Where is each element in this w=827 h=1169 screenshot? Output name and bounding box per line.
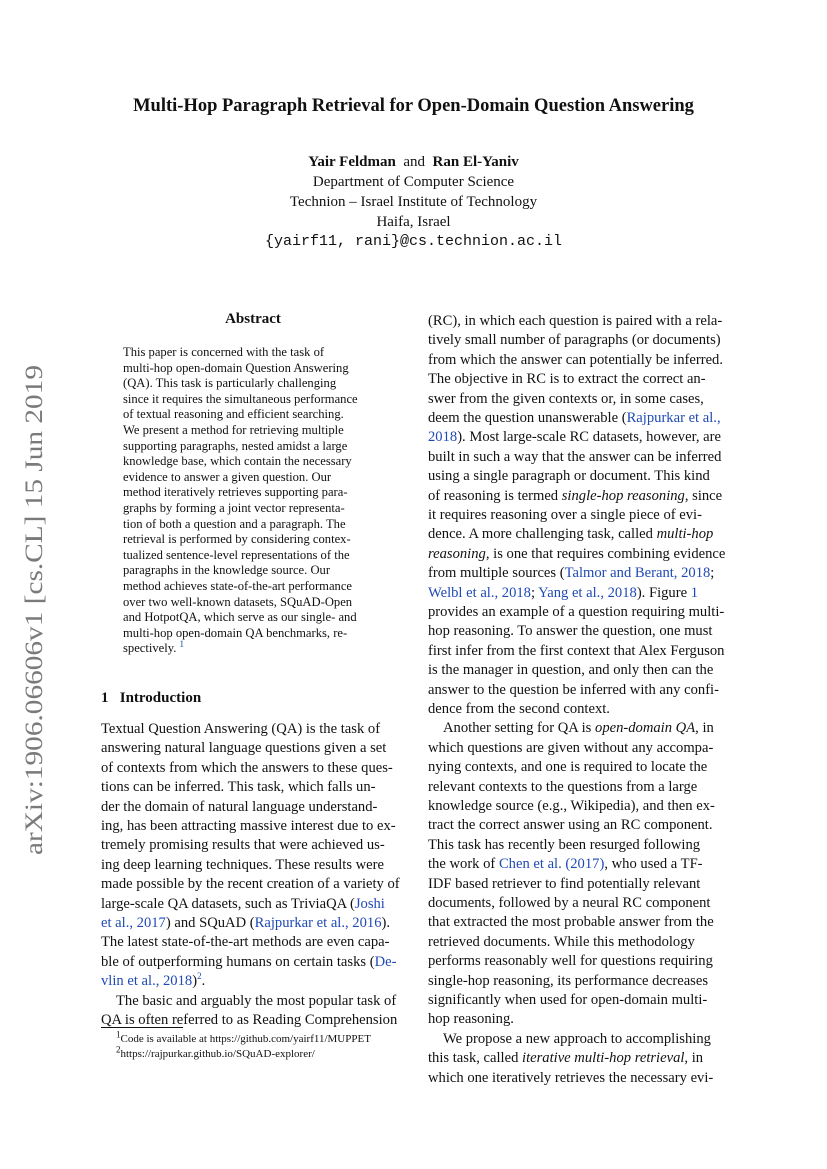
body-line: relevant contexts to the questions from a large (428, 778, 698, 795)
body-line: Textual Question Answering (QA) is the task of (101, 721, 381, 737)
body-line (428, 1049, 703, 1068)
body-text: , is one that requires combining evidence (485, 545, 726, 562)
author-location: Haifa, Israel (376, 214, 451, 230)
body-line: answer to the question be inferred with any confi- (428, 681, 719, 698)
body-text: , since (684, 487, 723, 504)
body-line: ing, has been attracting massive interest due to ex- (101, 818, 396, 834)
emphasis-reasoning: reasoning (428, 545, 486, 562)
body-line: This task has recently been resurged following (428, 836, 701, 853)
abstract-heading: Abstract (225, 311, 281, 327)
body-line: performs reasonably well for questions requiring (428, 953, 713, 970)
body-text: Another setting for QA is (443, 720, 596, 737)
body-line: ing deep learning techniques. These results were (101, 856, 384, 873)
arxiv-stamp (6, 365, 54, 855)
body-text: from multiple sources ( (428, 565, 565, 582)
abstract-line: since it requires the simultaneous performance (123, 391, 358, 406)
body-line: der the domain of natural language understand- (101, 798, 378, 815)
body-line: tions can be inferred. This task, which falls un- (101, 779, 376, 796)
abstract-line: over two well-known datasets, SQuAD-Open (123, 594, 353, 609)
arxiv-stamp-text: arXiv:1906.06606v1 [cs.CL] 15 Jun 2019 (19, 428, 48, 855)
body-line (428, 564, 714, 583)
citation-talmor[interactable]: Talmor and Berant, 2018 (564, 565, 711, 582)
paper-title: Multi-Hop Paragraph Retrieval for Open-Domain Question Answering (133, 96, 694, 116)
body-text: , in (695, 720, 714, 737)
abstract-line: (QA). This task is particularly challenging (123, 376, 337, 391)
body-text: , in (684, 1050, 704, 1067)
abstract-line: paragraphs in the knowledge source. Our (123, 563, 331, 578)
figure-ref-1[interactable]: 1 (690, 584, 699, 601)
body-line: documents, followed by a neural RC component (428, 895, 711, 911)
body-line: tract the correct answer using an RC component. (428, 817, 713, 834)
body-line: dence from the second context. (428, 701, 610, 717)
footnote-1-mark: 1 (116, 1029, 121, 1040)
citation-devlin[interactable]: De- (374, 953, 397, 970)
citation-yang[interactable]: Yang et al., 2018 (538, 584, 637, 601)
citation-joshi[interactable]: Joshi (354, 895, 385, 912)
author-names (0, 152, 827, 172)
footnote-rule (101, 1027, 183, 1028)
body-line: The basic and arguably the most popular task of (116, 992, 397, 1009)
abstract-line (123, 641, 184, 657)
body-line: hop reasoning. To answer the question, one must (428, 623, 713, 640)
body-line (443, 719, 714, 738)
body-line: answering natural language questions given a set (101, 740, 387, 757)
body-line: significantly when used for open-domain multi- (428, 992, 708, 1008)
body-line: (RC), in which each question is paired with a rela- (428, 313, 723, 329)
abstract-line: knowledge base, which contain the necessary (123, 454, 352, 469)
body-text: ble of outperforming humans on certain tasks ( (101, 953, 375, 970)
abstract-line-text: spectively. (123, 641, 177, 656)
body-text: the work of (428, 856, 499, 873)
footnote-1 (116, 1029, 371, 1046)
footnote-2-text[interactable]: https://rajpurkar.github.io/SQuAD-explorer/ (120, 1048, 315, 1060)
body-line: provides an example of a question requiring multi- (428, 604, 725, 620)
body-line: nying contexts, and one is required to locate the (428, 759, 708, 776)
body-line: is the manager in question, and only then can the (428, 662, 714, 679)
author-department: Department of Computer Science (312, 174, 515, 190)
body-line: using a single paragraph or document. This kind (428, 468, 710, 485)
emphasis-single-hop: single-hop reasoning (561, 487, 685, 504)
body-text: ). Most large-scale RC datasets, however, are (457, 429, 721, 446)
citation-rajpurkar-2016[interactable]: Rajpurkar et al., 2016 (254, 915, 382, 931)
body-line (101, 895, 385, 914)
abstract-line: evidence to answer a given question. Our (123, 469, 332, 484)
section-title: Introduction (119, 690, 202, 706)
body-line (428, 409, 721, 428)
section-number: 1 (101, 690, 109, 706)
body-line: it requires reasoning over a single piece of evi- (428, 507, 702, 523)
citation-rajpurkar-2018[interactable]: Rajpurkar et al., (626, 410, 721, 426)
emphasis-iterative-retrieval: iterative multi-hop retrieval (522, 1050, 685, 1067)
abstract-line: multi-hop open-domain Question Answering (123, 360, 349, 375)
citation-chen[interactable]: Chen et al. (2017) (498, 856, 605, 873)
body-line (428, 525, 713, 544)
author-email: {yairf11, rani}@cs.technion.ac.il (264, 233, 563, 250)
author-and: and (403, 154, 426, 170)
footnote-2 (116, 1044, 315, 1061)
body-line: hop reasoning. (428, 1011, 514, 1028)
abstract-line: multi-hop open-domain QA benchmarks, re- (123, 625, 348, 640)
abstract-line: method iteratively retrieves supporting para- (123, 485, 348, 500)
body-line: that extracted the most probable answer from the (428, 914, 714, 931)
footnote-ref-2[interactable]: 2 (197, 971, 202, 982)
body-text: dence. A more challenging task, called (428, 526, 657, 543)
abstract-line: of textual reasoning and efficient searching. (123, 407, 344, 422)
body-line: first infer from the first context that Alex Ferguson (428, 642, 725, 659)
abstract-line: tualized sentence-level representations of the (123, 547, 350, 562)
body-line: built in such a way that the answer can be inferred (428, 448, 722, 465)
body-line (101, 953, 396, 972)
body-text: ) and SQuAD ( (165, 915, 255, 931)
body-text: ; (710, 565, 715, 582)
body-line: The latest state-of-the-art methods are even capa- (101, 934, 390, 951)
body-line: knowledge source (e.g., Wikipedia), and then ex- (428, 798, 715, 814)
emphasis-multi-hop: multi-hop (656, 526, 714, 543)
body-line: from which the answer can potentially be inferred. (428, 351, 724, 368)
body-line: which questions are given without any accompa- (428, 739, 714, 756)
citation-rajpurkar-2018-cont[interactable]: 2018 (428, 429, 458, 446)
abstract-line: tion of both a question and a paragraph. The (123, 516, 346, 531)
body-text: ; (530, 584, 539, 601)
abstract-line: and HotpotQA, which serve as our single- and (123, 610, 357, 625)
body-line: of contexts from which the answers to these ques- (101, 759, 393, 776)
footnote-ref-1[interactable]: 1 (179, 639, 185, 650)
abstract-line: graphs by forming a joint vector representa- (123, 501, 345, 515)
section-heading-introduction (101, 690, 201, 707)
body-text: of reasoning is termed (428, 487, 562, 504)
body-line (428, 584, 698, 603)
citation-joshi-cont[interactable]: et al., 2017 (101, 915, 166, 931)
body-line: which one iteratively retrieves the necessary evi- (428, 1069, 714, 1086)
emphasis-open-domain-qa: open-domain QA (595, 720, 696, 737)
abstract-line: method achieves state-of-the-art performance (123, 579, 353, 593)
body-line: vlin et al., 2018)$^2$. (101, 971, 206, 990)
body-line: retrieved documents. While this methodology (428, 933, 695, 950)
citation-devlin-cont[interactable]: vlin et al., 2018 (101, 973, 193, 990)
abstract-line: supporting paragraphs, nested amidst a large (123, 438, 348, 453)
body-text: this task, called (428, 1050, 523, 1067)
body-line (428, 487, 722, 506)
arxiv-stamp-svg (6, 365, 54, 855)
body-line: made possible by the recent creation of a variety of (101, 876, 400, 893)
body-text: ). Figure (636, 584, 691, 601)
body-line: et al., 2017) and SQuAD (Rajpurkar et al., 2016). (101, 915, 391, 931)
body-text: , who used a TF- (604, 856, 703, 873)
body-line: IDF based retriever to find potentially relevant (428, 875, 701, 892)
body-line: single-hop reasoning, its performance decreases (428, 972, 709, 989)
body-line: QA is often referred to as Reading Comprehension (101, 1012, 398, 1028)
author-2: Ran El-Yaniv (432, 154, 519, 170)
footnote-1-text[interactable]: Code is available at https://github.com/yairf11/MUPPET (120, 1033, 371, 1045)
body-line: tremely promising results that were achieved us- (101, 837, 385, 854)
body-line: swer from the given contexts or, in some cases, (428, 390, 704, 407)
abstract-line: We present a method for retrieving multiple (123, 423, 344, 437)
body-text: deem the question unanswerable ( (428, 410, 627, 426)
body-line (428, 855, 703, 874)
author-institution: Technion – Israel Institute of Technology (289, 194, 538, 210)
body-line: The objective in RC is to extract the correct an- (428, 371, 706, 388)
footnote-2-mark: 2 (116, 1044, 121, 1055)
citation-welbl[interactable]: Welbl et al., 2018 (428, 584, 531, 601)
author-block (0, 152, 827, 252)
body-line: tively small number of paragraphs (or documents) (428, 332, 721, 349)
body-line (428, 428, 721, 447)
author-1: Yair Feldman (308, 154, 396, 170)
abstract-line: This paper is concerned with the task of (123, 345, 325, 359)
abstract-line: retrieval is performed by considering contex- (123, 532, 351, 547)
body-text: large-scale QA datasets, such as TriviaQA ( (101, 895, 355, 912)
body-line (428, 545, 725, 564)
body-line: We propose a new approach to accomplishing (443, 1030, 711, 1047)
